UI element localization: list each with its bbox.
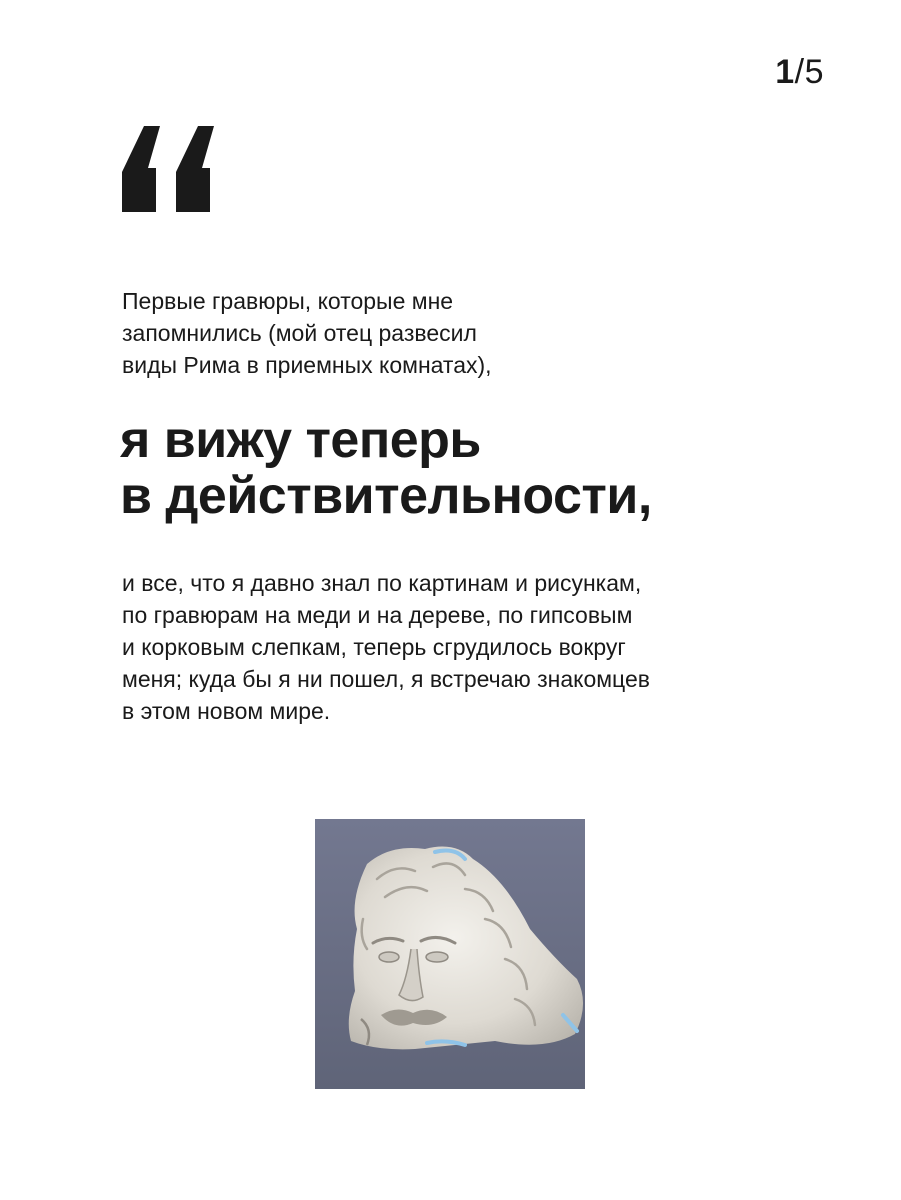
quote-intro xyxy=(122,285,722,381)
page-counter xyxy=(775,52,824,92)
quote-intro-line: виды Рима в приемных комнатах), xyxy=(122,352,492,378)
quote-highlight-line: я вижу теперь xyxy=(120,411,481,469)
page-counter-current: 1 xyxy=(775,53,795,91)
quote-intro-line: Первые гравюры, которые мне xyxy=(122,288,454,314)
quote-body xyxy=(122,567,762,727)
quote-body-line: и все, что я давно знал по картинам и рисункам, xyxy=(122,570,642,596)
quote-body-line: в этом новом мире. xyxy=(122,698,331,724)
quote-highlight xyxy=(120,412,820,524)
quote-highlight-line: в действительности, xyxy=(120,467,652,525)
page-counter-separator: / xyxy=(794,53,805,91)
opening-quote-icon xyxy=(122,126,214,212)
quote-body-line: меня; куда бы я ни пошел, я встречаю знакомцев xyxy=(122,666,650,692)
quote-body-line: по гравюрам на меди и на дереве, по гипсовым xyxy=(122,602,633,628)
marble-head-fragment-photo xyxy=(315,819,585,1089)
quote-intro-line: запомнились (мой отец развесил xyxy=(122,320,477,346)
page-counter-total: 5 xyxy=(804,53,824,91)
quote-body-line: и корковым слепкам, теперь сгрудилось вокруг xyxy=(122,634,626,660)
